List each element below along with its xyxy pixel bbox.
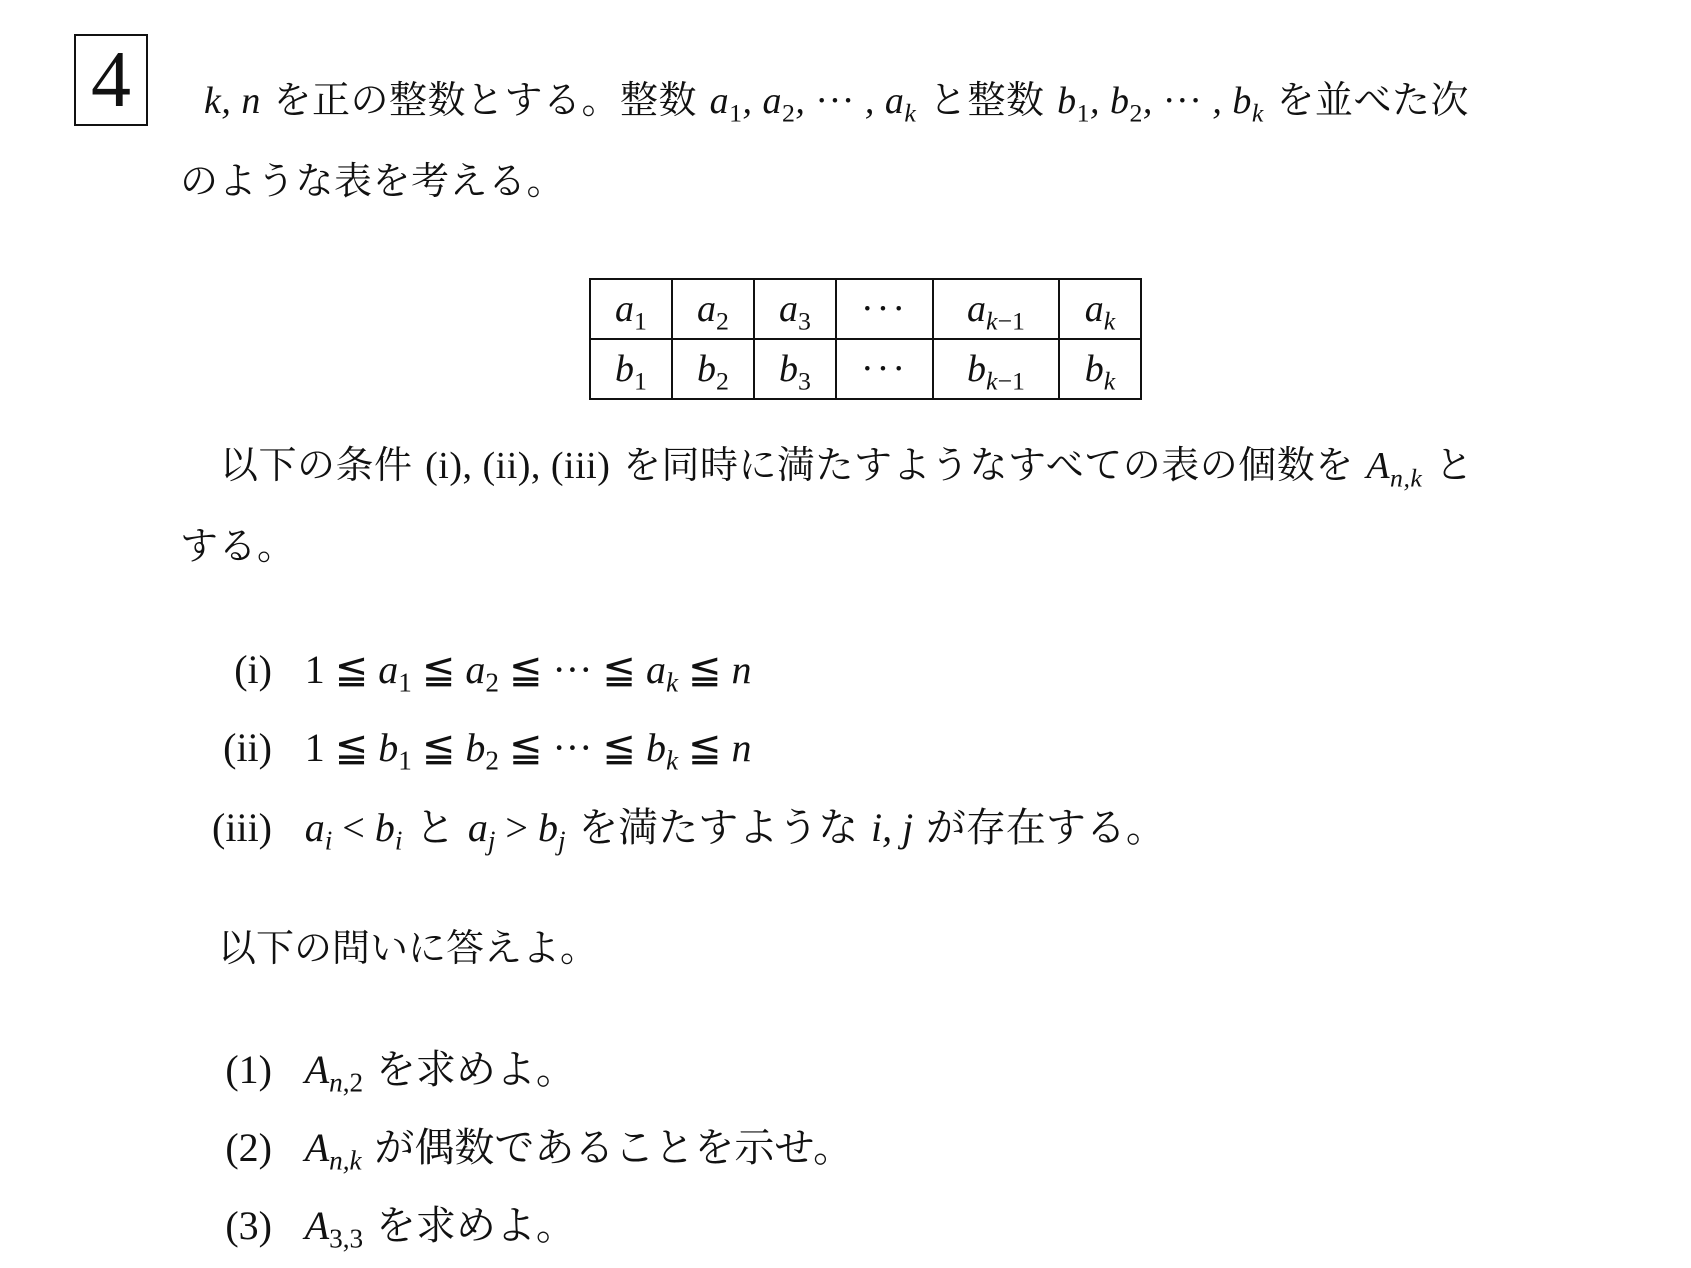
question-label: (1) xyxy=(225,1047,272,1092)
table-cell: $b_3$ xyxy=(754,339,836,399)
question-text: が偶数であることを示せ。 xyxy=(374,1125,854,1171)
condition-ii xyxy=(180,718,1280,778)
table-row-a xyxy=(590,279,1141,339)
question-label: (2) xyxy=(225,1125,272,1170)
question-1 xyxy=(180,1040,576,1100)
table-cell: $b_k$ xyxy=(1059,339,1141,399)
condition-text: を満たすような xyxy=(578,805,859,851)
math-k-n: k, n xyxy=(204,80,261,122)
condition-i xyxy=(180,640,1280,700)
condition-line-1 xyxy=(180,425,1570,506)
condition-label: (i) xyxy=(234,647,272,692)
math-a-j-gt-b-j: $a_j > b_j$ xyxy=(467,805,566,856)
condition-text-2: を同時に満たすようなすべての表の個数を xyxy=(622,443,1354,487)
table-row-b xyxy=(590,339,1141,399)
question-2 xyxy=(180,1118,853,1178)
condition-text: が存在する。 xyxy=(925,805,1166,851)
intro-text-1: を正の整数とする。整数 xyxy=(273,78,697,122)
table-cell: $a_k$ xyxy=(1059,279,1141,339)
math-A-n-k: $A_{n,k}$ xyxy=(304,1125,362,1176)
question-text: を求めよ。 xyxy=(375,1203,576,1249)
table-cell: $a_{k-1}$ xyxy=(933,279,1059,339)
question-text: を求めよ。 xyxy=(375,1047,576,1093)
condition-labels: (i), (ii), (iii) xyxy=(425,445,611,487)
intro-line-2: のような表を考える。 xyxy=(180,159,566,203)
math-inequality-a: 1 ≦ $a_1$ ≦ $a_2$ ≦ ··· ≦ $a_k$ ≦ n xyxy=(304,647,752,698)
intro-text-2: と整数 xyxy=(928,78,1045,122)
table-cell: $a_3$ xyxy=(754,279,836,339)
question-3 xyxy=(180,1196,576,1256)
table-cell: ··· xyxy=(836,339,933,399)
condition-label: (iii) xyxy=(212,805,272,850)
intro-paragraph xyxy=(180,60,1570,221)
condition-text: と xyxy=(415,805,456,851)
condition-iii xyxy=(180,798,1280,858)
problem-number-box: 4 xyxy=(74,34,148,126)
table-cell: $b_1$ xyxy=(590,339,672,399)
condition-text-1: 以下の条件 xyxy=(220,443,413,487)
math-A-3-3: $A_{3,3}$ xyxy=(304,1203,364,1254)
table-cell: $b_2$ xyxy=(672,339,754,399)
condition-line-2: する。 xyxy=(180,524,296,568)
math-b-sequence: $b_1$, $b_2$, ··· , $b_k$ xyxy=(1057,80,1264,128)
table-cell: $a_2$ xyxy=(672,279,754,339)
math-A-n-k: $A_{n,k}$ xyxy=(1366,445,1423,493)
table-cell: ··· xyxy=(836,279,933,339)
condition-label: (ii) xyxy=(223,725,272,770)
table-cell: $b_{k-1}$ xyxy=(933,339,1059,399)
intro-text-3: を並べた次 xyxy=(1276,78,1469,122)
question-label: (3) xyxy=(225,1203,272,1248)
math-A-n-2: $A_{n,2}$ xyxy=(304,1047,364,1098)
sequence-table xyxy=(589,278,1142,400)
math-a-i-lt-b-i: $a_i < b_i$ xyxy=(304,805,403,856)
questions-intro: 以下の問いに答えよ。 xyxy=(218,926,599,970)
condition-text-3: と xyxy=(1434,443,1474,487)
math-a-sequence: $a_1$, $a_2$, ··· , $a_k$ xyxy=(709,80,917,128)
math-i-j: i, j xyxy=(870,805,914,850)
intro-line-1 xyxy=(180,60,1570,141)
table-cell: $a_1$ xyxy=(590,279,672,339)
condition-paragraph xyxy=(180,425,1570,586)
math-inequality-b: 1 ≦ $b_1$ ≦ $b_2$ ≦ ··· ≦ $b_k$ ≦ n xyxy=(304,725,752,776)
